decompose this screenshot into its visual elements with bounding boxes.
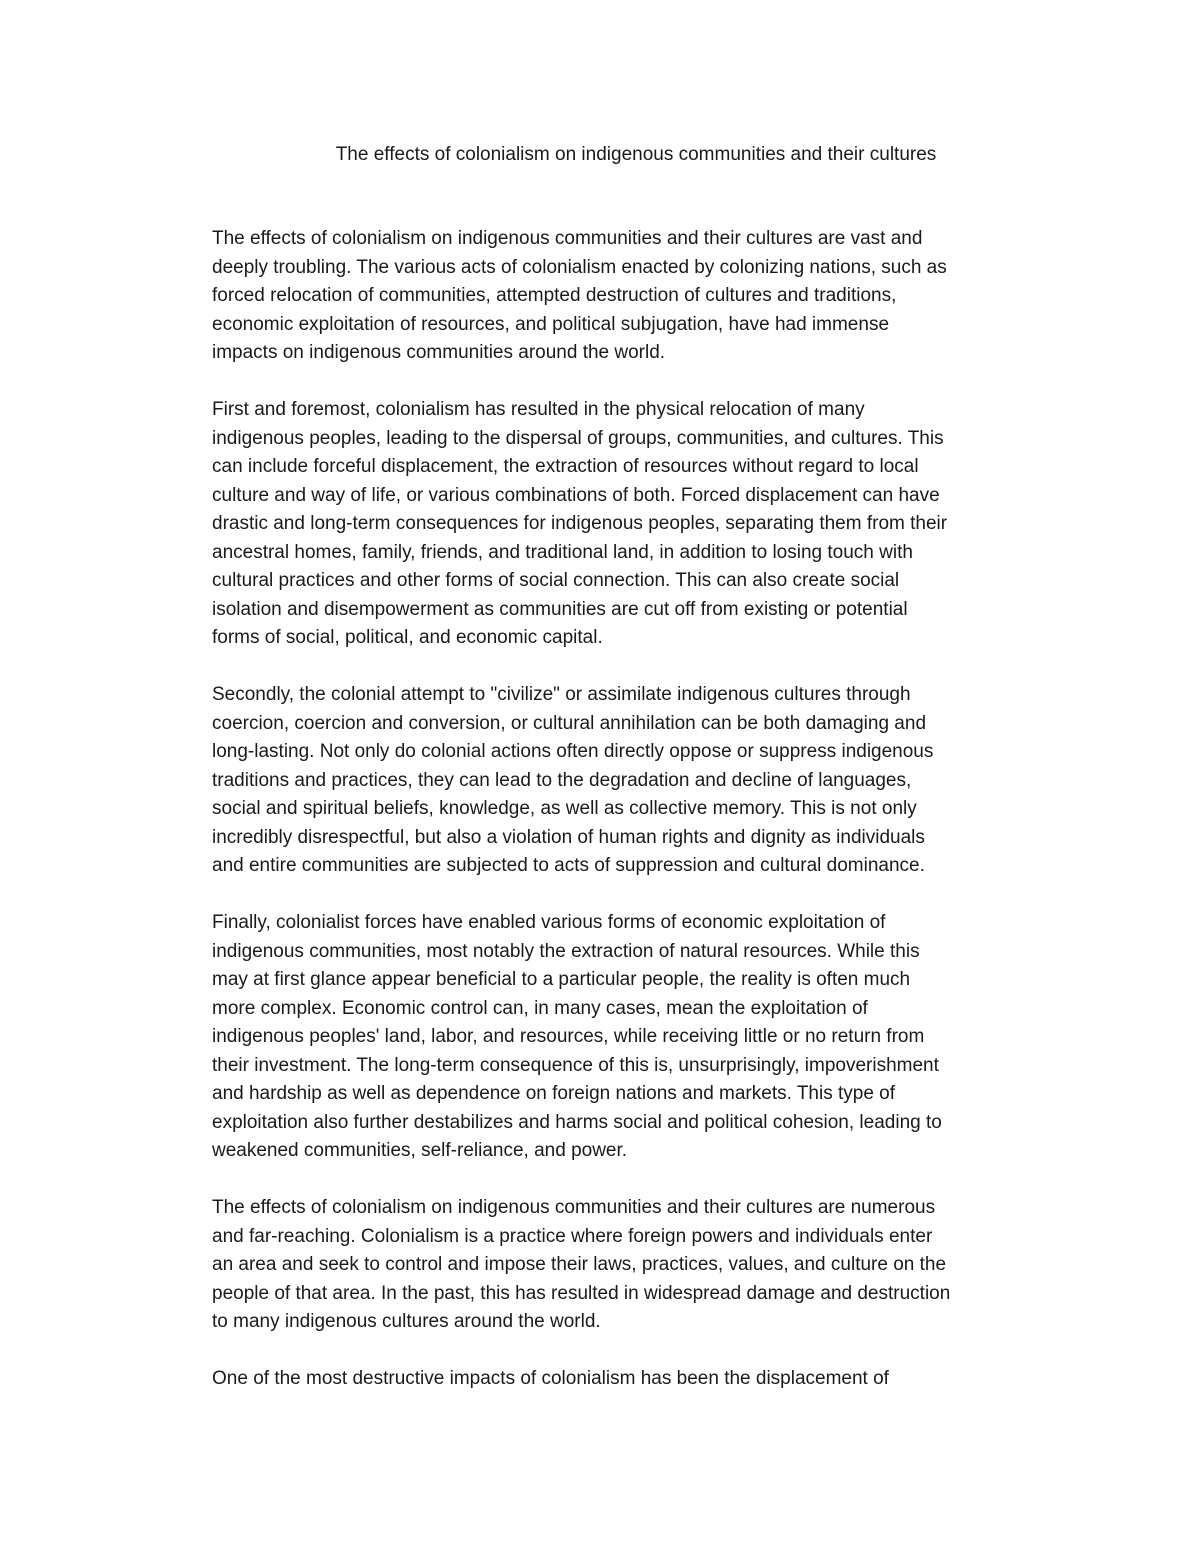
paragraph-assimilation: Secondly, the colonial attempt to "civilize" or assimilate indigenous cultures through coercion, coercion and conversion, or cultural annihilation can be both damaging and long-lasting. Not only do colonial actions often directly oppose or suppress indigenous traditions and practices, they can lead to the degradation and decline of languages, social and spiritual beliefs, knowledge, as well as collective memory. This is not only incredibly disrespectful, but also a violation of human rights and dignity as individuals and entire communities are subjected to acts of suppression and cultural dominance. bbox=[212, 684, 934, 876]
paragraph-intro: The effects of colonialism on indigenous communities and their cultures are vast and deeply troubling. The various acts of colonialism enacted by colonizing nations, such as forced relocation of communities, attempted destruction of cultures and traditions, economic exploitation of resources, and political subjugation, have had immense impacts on indigenous communities around the world. bbox=[212, 228, 947, 363]
paragraph-displacement: One of the most destructive impacts of colonialism has been the displacement of bbox=[212, 1368, 889, 1389]
document-body bbox=[212, 225, 1060, 1422]
paragraph-relocation: First and foremost, colonialism has resulted in the physical relocation of many indigenous peoples, leading to the dispersal of groups, communities, and cultures. This can include forceful displacement, the extraction of resources without regard to local culture and way of life, or various combinations of both. Forced displacement can have drastic and long-term consequences for indigenous peoples, separating them from their ancestral homes, family, friends, and traditional land, in addition to losing touch with cultural practices and other forms of social connection. This can also create social isolation and disempowerment as communities are cut off from existing or potential forms of social, political, and economic capital. bbox=[212, 399, 948, 648]
paragraph-economic-exploitation: Finally, colonialist forces have enabled various forms of economic exploitation of indigenous communities, most notably the extraction of natural resources. While this may at first glance appear beneficial to a particular people, the reality is often much more complex. Economic control can, in many cases, mean the exploitation of indigenous peoples' land, labor, and resources, while receiving little or no return from their investment. The long-term consequence of this is, unsurprisingly, impoverishment and hardship as well as dependence on foreign nations and markets. This type of exploitation also further destabilizes and harms social and political cohesion, leading to weakened communities, self-reliance, and power. bbox=[212, 912, 942, 1161]
document-title: The effects of colonialism on indigenous communities and their cultures bbox=[335, 144, 937, 165]
paragraph-overview: The effects of colonialism on indigenous communities and their cultures are numerous and far-reaching. Colonialism is a practice where foreign powers and individuals enter an area and seek to control and impose their laws, practices, values, and culture on the people of that area. In the past, this has resulted in widespread damage and destruction to many indigenous cultures around the world. bbox=[212, 1197, 951, 1332]
